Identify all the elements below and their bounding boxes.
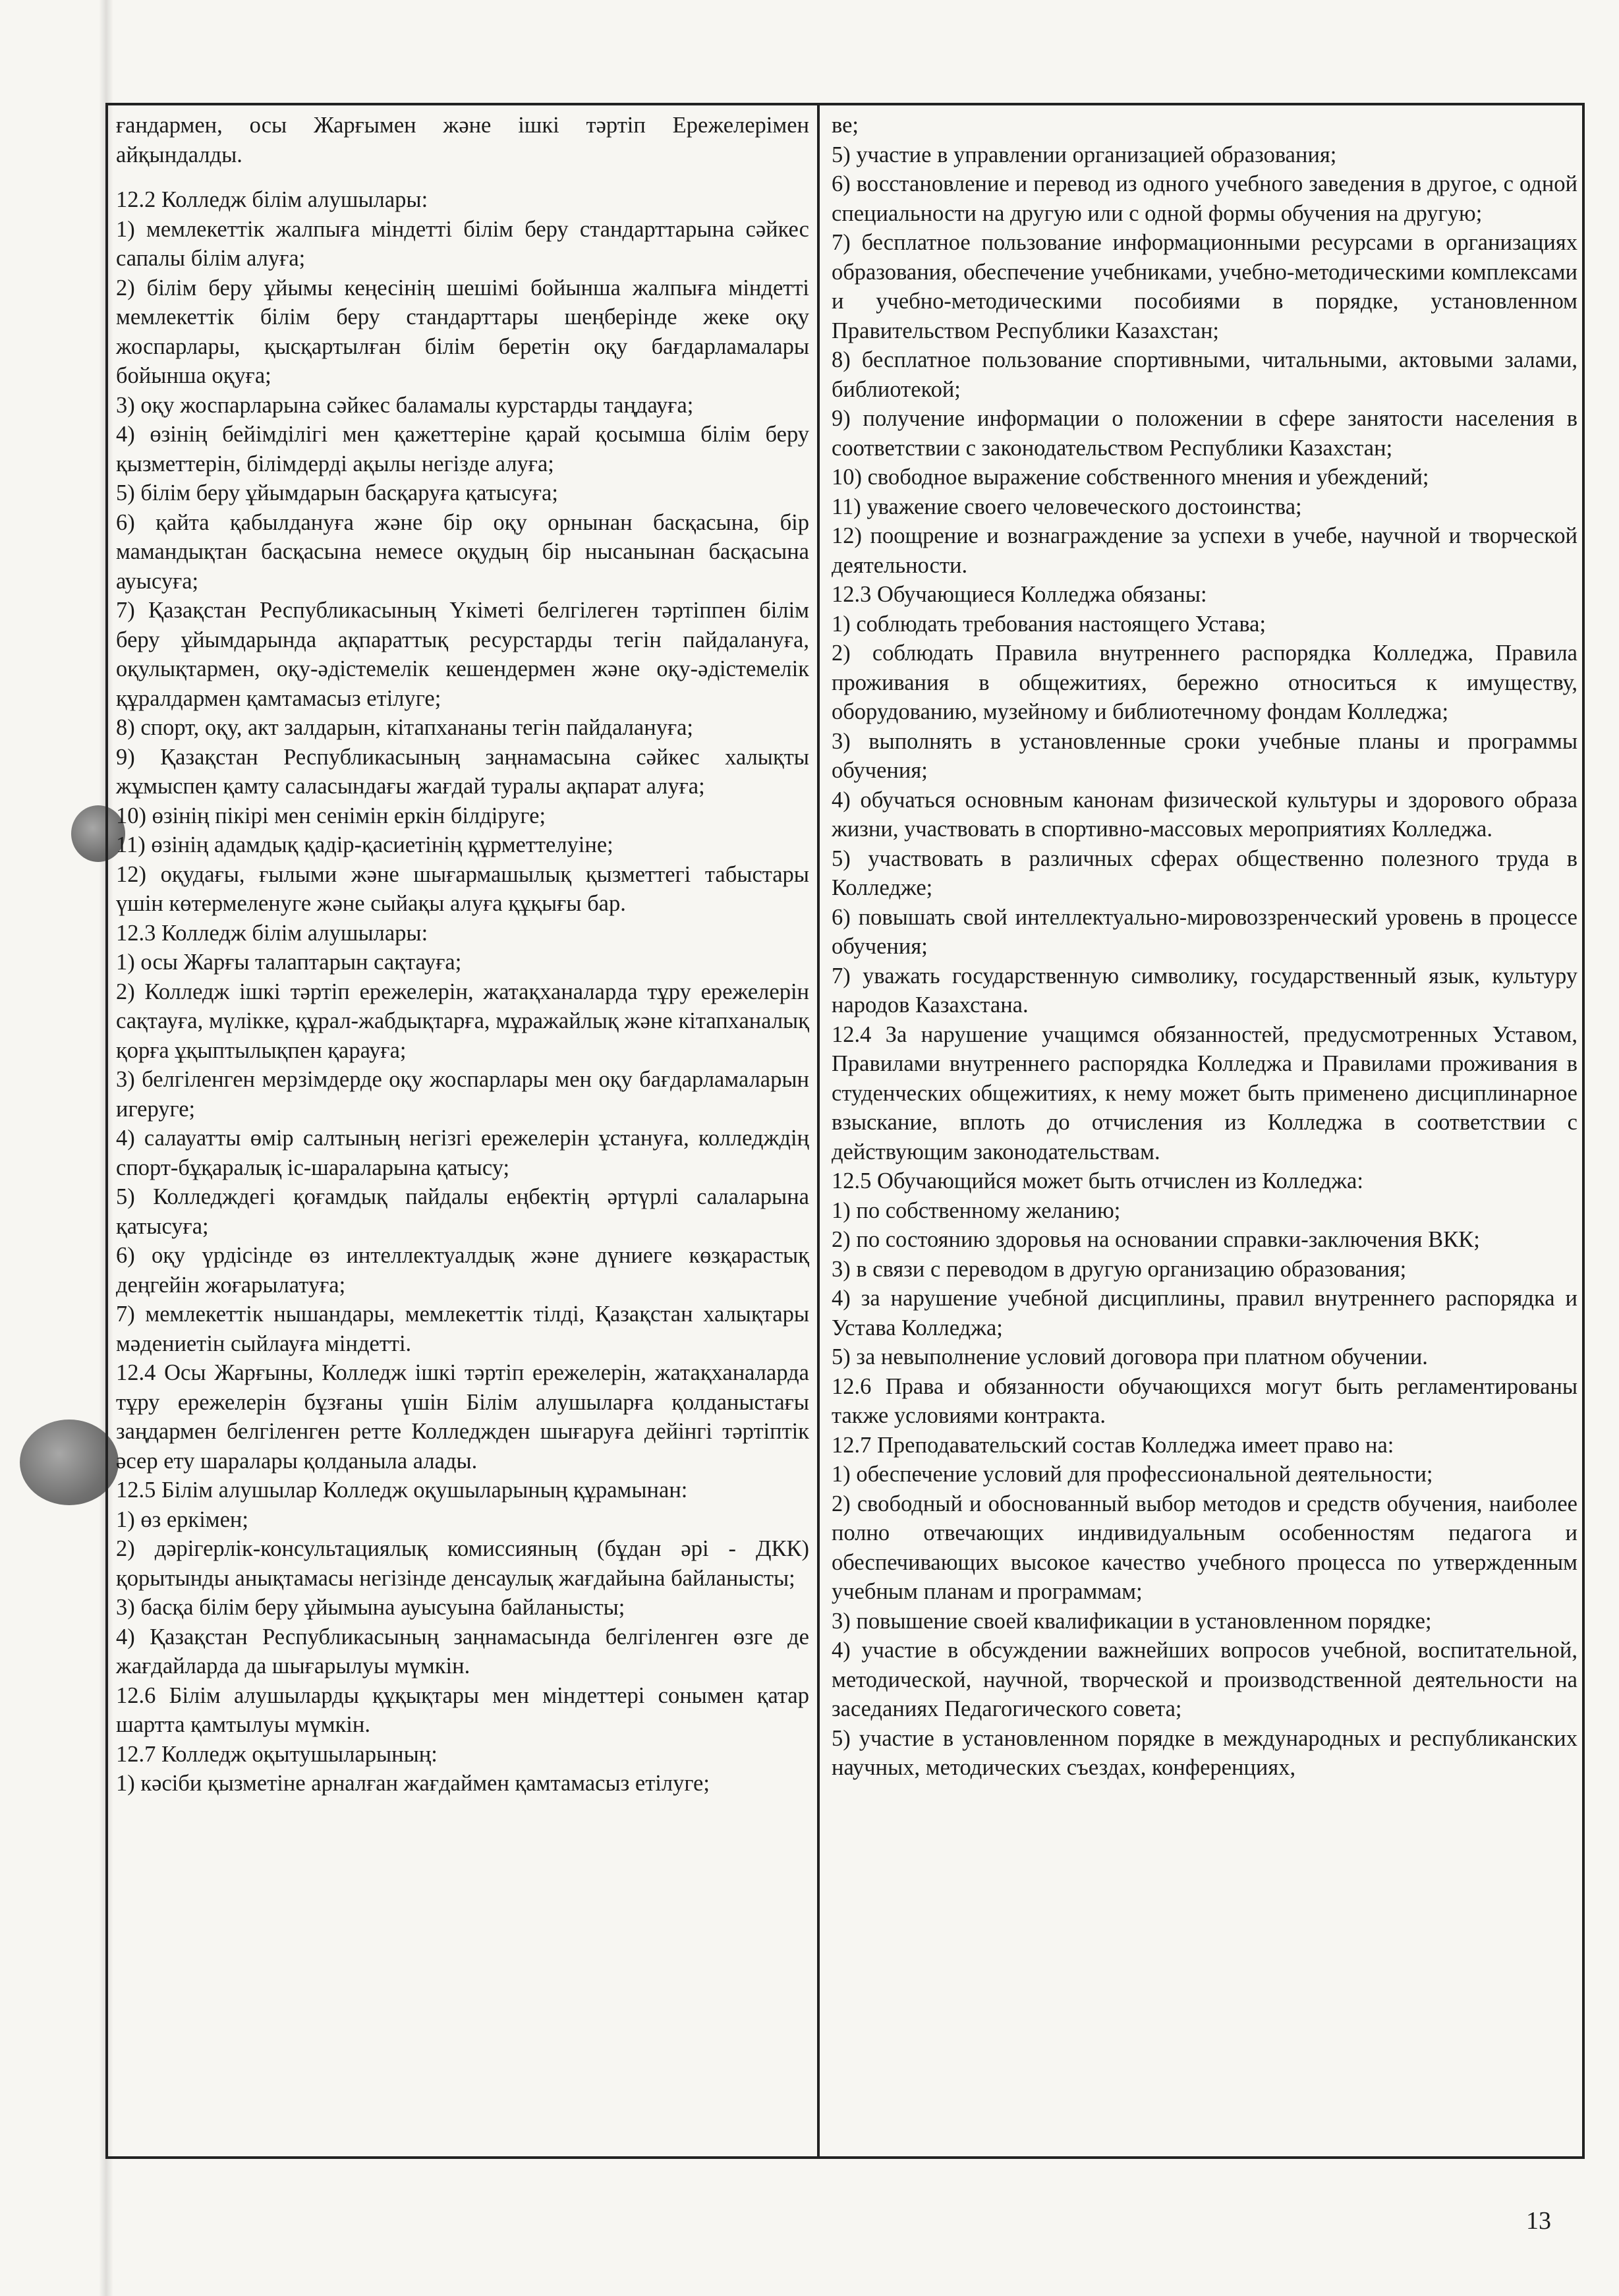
section-paragraph: 12.6 Білім алушыларды құқықтары мен міндеттері сонымен қатар шартта қамтылуы мүмкін. [116,1682,809,1737]
list-item: 6) повышать свой интеллектуально-мировоззренческий уровень в процессе обучения; [832,904,1577,959]
paragraph: ве; [832,113,859,138]
list-item: 4) за нарушение учебной дисциплины, правил внутреннего распорядка и Устава Колледжа; [832,1286,1577,1340]
section-heading: 12.3 Колледж білім алушылары: [116,920,428,946]
list-item: 4) обучаться основным канонам физической культуры и здорового образа жизни, участвовать в спортивно-массовых мероприятиях Колледжа. [832,787,1577,842]
list-item: 4) өзінің бейімділігі мен қажеттеріне қарай қосымша білім беру қызметтерін, білімдерді ақылы негізде алуға; [116,422,809,476]
section-paragraph: 12.4 За нарушение учащимся обязанностей, предусмотренных Уставом, Правилами внутреннего распорядка Колледжа и Правилами проживания в студенческих общежитиях, к нему может быть применено дисциплинарное взыскание, вплоть до отчисления из Колледжа в соответствии с действующим законодательствам. [832,1021,1577,1164]
list-item: 7) мемлекеттік нышандары, мемлекеттік тілді, Қазақстан халықтары мәдениетін сыйлауға міндетті. [116,1302,809,1356]
list-item: 12) оқудағы, ғылыми және шығармашылық қызметтегі табыстары үшін көтермеленуге және сыйақы алуға құқығы бар. [116,861,809,916]
list-item: 1) по собственному желанию; [832,1197,1121,1223]
list-item: 2) білім беру ұйымы кеңесінің шешімі бойынша жалпыға міндетті мемлекеттік білім беру стандарттары шеңберінде жеке оқу жоспарлары, қысқартылған білім беретін оқу бағдарламалары бойынша оқуға; [116,275,809,388]
list-item: 6) қайта қабылдануға және бір оқу орнынан басқасына, бір мамандықтан басқасына немесе оқудың бір нысанынан басқасына ауысуға; [116,509,809,594]
list-item: 4) Қазақстан Республикасының заңнамасында белгіленген өзге де жағдайларда да шығарылуы мүмкін. [116,1624,809,1679]
list-item: 8) бесплатное пользование спортивными, читальными, актовыми залами, библиотекой; [832,347,1577,402]
kazakh-text-column [116,111,809,1798]
list-item: 8) спорт, оқу, акт залдарын, кітапхананы тегін пайдалануға; [116,715,693,740]
column-divider [817,103,820,2159]
list-item: 4) салауатты өмір салтының негізгі ережелерін ұстануға, колледждің спорт-бұқаралық іс-шараларына қатысу; [116,1126,809,1180]
list-item: 6) восстановление и перевод из одного учебного заведения в другое, с одной специальности на другую или с одной формы обучения на другую; [832,171,1577,226]
section-heading: 12.7 Преподавательский состав Колледжа имеет право на: [832,1432,1394,1458]
section-heading: 12.3 Обучающиеся Колледжа обязаны: [832,582,1207,607]
page-number: 13 [1526,2207,1551,2235]
list-item: 2) Колледж ішкі тәртіп ережелерін, жатақханаларда тұру ережелерін сақтауға, мүлікке, құрал-жабдықтарға, мұражайлық және кітапханалық қорға ұқыптылықпен қарауға; [116,979,809,1063]
list-item: 2) соблюдать Правила внутреннего распорядка Колледжа, Правила проживания в общежитиях, бережно относиться к имуществу, оборудованию, музейному и библиотечному фондам Колледжа; [832,641,1577,724]
section-heading: 12.5 Обучающийся может быть отчислен из Колледжа: [832,1168,1363,1193]
list-item: 12) поощрение и вознаграждение за успехи в учебе, научной и творческой деятельности. [832,523,1577,578]
russian-text-column [832,111,1577,1783]
list-item: 2) дәрігерлік-консультациялық комиссияның (бұдан әрі - ДКК) қорытынды анықтамасы негізінде денсаулық жағдайына байланысты; [116,1536,809,1591]
list-item: 5) участие в установленном порядке в международных и республиканских научных, методических съездах, конференциях, [832,1725,1577,1780]
list-item: 3) выполнять в установленные сроки учебные планы и программы обучения; [832,728,1577,783]
list-item: 5) за невыполнение условий договора при платном обучении. [832,1344,1428,1369]
list-item: 10) өзінің пікірі мен сенімін еркін білдіруге; [116,803,546,828]
list-item: 3) повышение своей квалификации в установленном порядке; [832,1608,1432,1634]
list-item: 1) өз еркімен; [116,1507,248,1532]
list-item: 2) свободный и обоснованный выбор методов и средств обучения, наиболее полно отвечающих индивидуальным особенностям педагога и обеспечивающих высокое качество учебного процесса по утвержденным учебным планам и программам; [832,1491,1577,1604]
list-item: 9) Қазақстан Республикасының заңнамасына сәйкес халықты жұмыспен қамту саласындағы жағдай туралы ақпарат алуға; [116,744,809,799]
list-item: 5) участвовать в различных сферах общественно полезного труда в Колледже; [832,846,1577,900]
section-heading: 12.2 Колледж білім алушылары: [116,187,428,212]
paragraph: ғандармен, осы Жарғымен және ішкі тәртіп Ережелерімен айқындалды. [116,113,809,167]
section-heading: 12.5 Білім алушылар Колледж оқушыларының құрамынан: [116,1478,688,1503]
list-item: 1) кәсіби қызметіне арналған жағдаймен қамтамасыз етілуге; [116,1771,710,1796]
list-item: 1) осы Жарғы талаптарын сақтауға; [116,950,462,975]
list-item: 7) уважать государственную символику, государственный язык, культуру народов Казахстана. [832,963,1577,1018]
list-item: 3) в связи с переводом в другую организацию образования; [832,1256,1407,1282]
list-item: 1) мемлекеттік жалпыға міндетті білім беру стандарттарына сәйкес сапалы білім алуға; [116,216,809,271]
list-item: 3) белгіленген мерзімдерде оқу жоспарлары мен оқу бағдарламаларын игеруге; [116,1067,809,1122]
list-item: 6) оқу үрдісінде өз интеллектуалдық және дүниеге көзқарастық деңгейін жоғарылатуға; [116,1243,809,1298]
list-item: 7) бесплатное пользование информационными ресурсами в организациях образования, обеспечение учебниками, учебно-методическими комплексами и учебно-методическими пособиями в порядке, установленном Правительством Республики Казахстан; [832,230,1577,343]
punch-hole-lower [20,1420,119,1505]
list-item: 9) получение информации о положении в сфере занятости населения в соответствии с законодательством Республики Казахстан; [832,406,1577,461]
list-item: 4) участие в обсуждении важнейших вопросов учебной, воспитательной, методической, научной, творческой и производственной деятельности на заседаниях Педагогического совета; [832,1638,1577,1721]
list-item: 10) свободное выражение собственного мнения и убеждений; [832,465,1429,490]
list-item: 1) обеспечение условий для профессиональной деятельности; [832,1462,1433,1487]
section-paragraph: 12.6 Права и обязанности обучающихся могут быть регламентированы также условиями контракта. [832,1373,1577,1428]
list-item: 5) Колледждегі қоғамдық пайдалы еңбектің әртүрлі салаларына қатысуға; [116,1184,809,1239]
list-item: 1) соблюдать требования настоящего Устава; [832,611,1266,637]
list-item: 7) Қазақстан Республикасының Үкіметі белгілеген тәртіппен білім беру ұйымдарында ақпараттық ресурстарды тегін пайдалануға, оқулықтармен, оқу-әдістемелік кешендермен және оқу-әдістемелік құралдармен қамтамасыз етілуге; [116,598,809,711]
section-paragraph: 12.4 Осы Жарғыны, Колледж ішкі тәртіп ережелерін, жатақханаларда тұру ережелерін бұзғаны үшін Білім алушыларға қолданыстағы заңдармен белгіленген ретте Колледжден шығаруға дейінгі тәртіптік әсер ету шаралары қолданыла алады. [116,1360,809,1474]
list-item: 3) басқа білім беру ұйымына ауысуына байланысты; [116,1595,625,1620]
list-item: 5) участие в управлении организацией образования; [832,142,1337,167]
list-item: 11) өзінің адамдық қадір-қасиетінің құрметтелуіне; [116,832,613,857]
list-item: 3) оқу жоспарларына сәйкес баламалы курстарды таңдауға; [116,392,694,418]
section-heading: 12.7 Колледж оқытушыларының: [116,1741,438,1767]
list-item: 5) білім беру ұйымдарын басқаруға қатысуға; [116,480,558,505]
list-item: 2) по состоянию здоровья на основании справки-заключения ВКК; [832,1227,1480,1252]
list-item: 11) уважение своего человеческого достоинства; [832,494,1302,519]
